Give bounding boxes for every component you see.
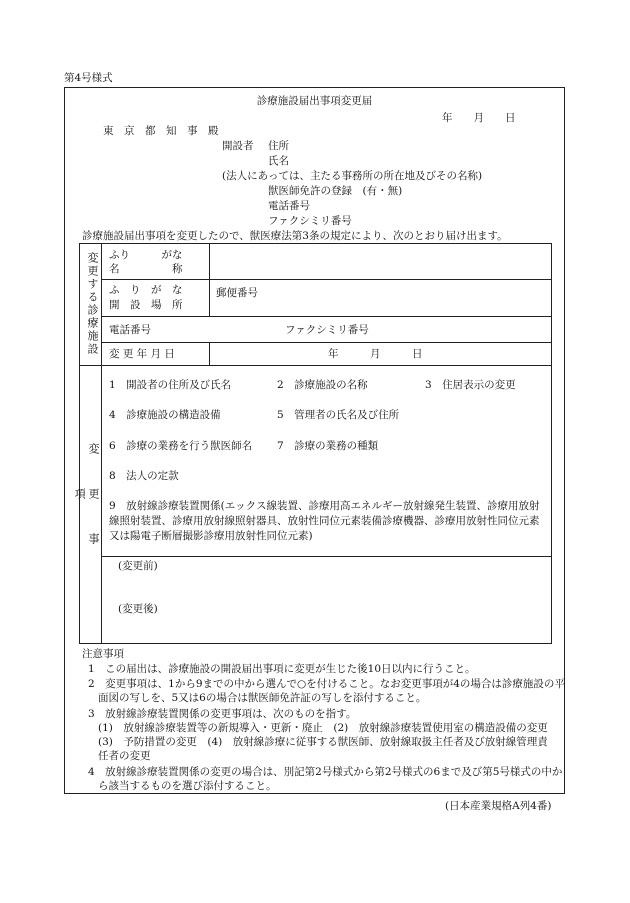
applicant-label: 開設者 bbox=[222, 140, 254, 152]
label-divider-date bbox=[209, 342, 210, 365]
license-field[interactable]: 獣医師免許の登録 (有・無) bbox=[268, 185, 403, 197]
row-line-5 bbox=[101, 556, 552, 557]
place-furigana-label: ふ り が な bbox=[109, 284, 183, 296]
row-line-3 bbox=[101, 342, 552, 343]
change-item-2[interactable]: 2 診療施設の名称 bbox=[277, 379, 368, 391]
paper-size-note: (日本産業規格A列4番) bbox=[445, 800, 552, 812]
label-divider-top bbox=[209, 243, 210, 316]
change-item-5[interactable]: 5 管理者の氏名及び住所 bbox=[277, 409, 400, 421]
intro-text: 診療施設届出事項を変更したので、獣医療法第3条の規定により、次のとおり届け出ます。 bbox=[82, 230, 508, 242]
applicant-fax-label[interactable]: ファクシミリ番号 bbox=[268, 215, 352, 227]
table-bottom-line bbox=[79, 643, 552, 644]
place-label: 開 設 場 所 bbox=[109, 299, 183, 311]
applicant-address-label[interactable]: 住所 bbox=[268, 140, 289, 152]
form-title: 診療施設届出事項変更届 bbox=[256, 95, 373, 107]
note-1: 1 この届出は、診療施設の開設届出事項に変更が生じた後10日以内に行うこと。 bbox=[88, 663, 476, 675]
note-3-detail: (1) 放射線診療装置等の新規導入・更新・廃止 (2) 放射線診療装置使用室の構造設備の変更 (3) 予防措置の変更 (4) 放射線診療に従事する獣医師、放射線取扱主任者及び放射線管理責任者の変更 bbox=[98, 722, 559, 762]
postal-code-label[interactable]: 郵便番号 bbox=[216, 287, 258, 299]
facility-phone-label[interactable]: 電話番号 bbox=[109, 324, 151, 336]
change-item-8[interactable]: 8 法人の定款 bbox=[109, 470, 179, 482]
changes-side-label: 変更事項 bbox=[73, 442, 100, 578]
change-item-1[interactable]: 1 開設者の住所及び氏名 bbox=[109, 379, 232, 391]
note-2: 2 変更事項は、1から9までの中から選んで○を付けること。なお変更事項が4の場合は診療施設の平面図の写しを、5又は6の場合は獣医師免許証の写しを添付すること。 bbox=[88, 678, 565, 704]
note-4: 4 放射線診療装置関係の変更の場合は、別記第2号様式から第2号様式の6まで及び第5号様式の中から該当するものを選び添付すること。 bbox=[88, 766, 563, 792]
table-right-line bbox=[551, 243, 552, 644]
notes-heading: 注意事項 bbox=[82, 648, 124, 660]
before-label[interactable]: (変更前) bbox=[118, 560, 158, 572]
corp-note: (法人にあっては、主たる事務所の所在地及びその名称) bbox=[222, 170, 483, 182]
form-number: 第4号様式 bbox=[64, 72, 113, 84]
change-item-7[interactable]: 7 診療の業務の種類 bbox=[277, 440, 379, 452]
row-line-1 bbox=[101, 279, 552, 280]
row-line-4 bbox=[79, 365, 552, 366]
after-label[interactable]: (変更後) bbox=[118, 603, 158, 615]
row-line-2 bbox=[101, 316, 552, 317]
change-item-3[interactable]: 3 住居表示の変更 bbox=[425, 379, 516, 391]
table-top-line bbox=[79, 243, 552, 244]
note-3: 3 放射線診療装置関係の変更事項は、次のものを指す。 bbox=[88, 708, 357, 720]
change-date-label: 変 更 年 月 日 bbox=[109, 348, 175, 360]
addressee: 東 京 都 知 事 殿 bbox=[103, 125, 219, 137]
change-item-6[interactable]: 6 診療の業務を行う獣医師名 bbox=[109, 440, 253, 452]
change-item-9[interactable]: 9 放射線診療装置関係(エックス線装置、診療用高エネルギー放射線発生装置、診療用放射線照射装置、診療用放射線照射器具、放射性同位元素装備診療機器、診療用放射性同位元素又は陽電子断層撮影診療用放射性同位元素) bbox=[109, 500, 540, 543]
change-item-4[interactable]: 4 診療施設の構造設備 bbox=[109, 409, 221, 421]
change-date-field[interactable]: 年 月 日 bbox=[328, 348, 423, 360]
date-field[interactable]: 年 月 日 bbox=[442, 112, 516, 124]
table-side-divider bbox=[101, 243, 102, 643]
applicant-name-label[interactable]: 氏名 bbox=[268, 155, 289, 167]
name-furigana-label: ふり がな bbox=[109, 249, 183, 261]
name-label: 名 称 bbox=[109, 263, 183, 275]
applicant-phone-label[interactable]: 電話番号 bbox=[268, 200, 310, 212]
facility-side-label: 変更する診療施設 bbox=[86, 252, 99, 356]
facility-fax-label[interactable]: ファクシミリ番号 bbox=[285, 324, 369, 336]
